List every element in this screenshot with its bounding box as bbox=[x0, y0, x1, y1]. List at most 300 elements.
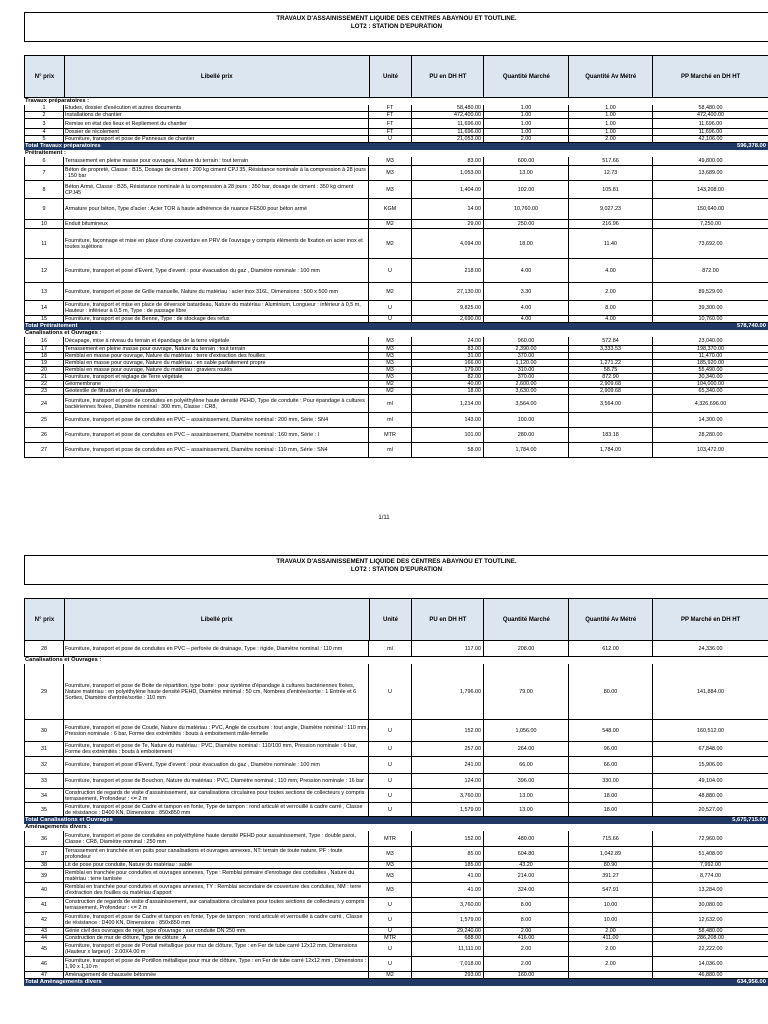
unit-price-cell: 2,690.00 bbox=[412, 316, 484, 323]
price-number-cell: 33 bbox=[24, 774, 64, 789]
section-label: Travaux préparatoires : bbox=[25, 98, 90, 104]
price-description-cell: Fourniture, transport et pose de Cadre et tampon en fonte, Type de tampon : rond articulé et verrouillé à cadre carré , Classe de résistance : D400 KN, Dimensions : 850x850 mm bbox=[64, 803, 369, 817]
pp-marche-cell: 55,490.00 bbox=[653, 367, 768, 374]
pp-marche-cell: 143,208.00 bbox=[653, 181, 768, 199]
unit-cell: M2 bbox=[369, 220, 412, 229]
price-description-cell: Fourniture, transport et pose de Grille manuelle, Nature du matériau : acier inox 316L, Dimensions : 500 x 500 mm bbox=[64, 283, 369, 301]
quantity-marche-cell: 2,390.00 bbox=[484, 346, 569, 353]
quantity-av-metre-cell: 1,784.00 bbox=[569, 443, 653, 458]
price-description-cell: Terrassement en tranchée et en puits pour canalisations et ouvrages annexes, NT: terrain de toute nature, PF : toute profondeur bbox=[64, 847, 369, 862]
quantity-av-metre-cell: 9,027.23 bbox=[569, 199, 653, 220]
header-qte-marche: Quantité Marché bbox=[484, 599, 569, 640]
title-line-1: TRAVAUX D'ASSAINISSEMENT LIQUIDE DES CENTRES ABAYNOU ET TOUTLINE. bbox=[276, 558, 517, 565]
quantity-av-metre-cell: 10.00 bbox=[569, 898, 653, 913]
quantity-av-metre-cell bbox=[569, 972, 653, 979]
pp-marche-cell: 472,400.00 bbox=[653, 112, 768, 119]
quantity-av-metre-cell: 2.00 bbox=[569, 928, 653, 935]
unit-cell: U bbox=[369, 898, 412, 913]
quantity-marche-cell: 1,784.00 bbox=[484, 443, 569, 458]
unit-cell: U bbox=[369, 720, 412, 742]
quantity-marche-cell: 160.00 bbox=[484, 972, 569, 979]
unit-cell: FT bbox=[369, 119, 412, 129]
quantity-marche-cell: 3,630.00 bbox=[484, 388, 569, 395]
quantity-marche-cell: 214.00 bbox=[484, 869, 569, 883]
header-libelle: Libellé prix bbox=[65, 56, 370, 97]
quantity-av-metre-cell: 18.00 bbox=[569, 789, 653, 803]
price-description-cell: Remblai en tranchée pour conduites et ouvrages annexes, TY : Remblai secondaire de couverture des conduites, NM : terre d'extraction des fouilles ou matériau d'apport bbox=[64, 883, 369, 898]
unit-price-cell: 1,404.00 bbox=[412, 181, 484, 199]
title-line-2: LOT2 : STATION D'EPURATION bbox=[350, 566, 443, 573]
price-description-cell: Béton de propreté, Classe : B15, Dosage de ciment : 200 kg ciment CPJ 35, Résistance nominale à la compression à 28 jours : 150 bar bbox=[64, 166, 369, 181]
price-description-cell: Installations de chantier bbox=[64, 112, 369, 119]
price-description-cell: Fourniture, transport et mise en place de déversoir batardeau, Nature du matériau : Aluminium, Longueur : inférieur à 0,5 m, Hauteur : inférieur à 0,5 m, Type : de passage libre bbox=[64, 301, 369, 316]
unit-price-cell: 83.00 bbox=[412, 346, 484, 353]
quantity-av-metre-cell: 330.00 bbox=[569, 774, 653, 789]
quantity-marche-cell: 13.00 bbox=[484, 789, 569, 803]
unit-price-cell: 179.00 bbox=[412, 367, 484, 374]
unit-cell: M3 bbox=[369, 181, 412, 199]
quantity-av-metre-cell: 2.00 bbox=[569, 957, 653, 972]
quantity-av-metre-cell: 2.00 bbox=[569, 136, 653, 143]
pp-marche-cell: 46,880.00 bbox=[653, 972, 768, 979]
unit-cell: U bbox=[369, 301, 412, 316]
price-description-cell: Remblai en masse pour ouvrage, Nature du matériau : terre d'extraction des fouilles bbox=[64, 353, 369, 360]
price-number-cell: 39 bbox=[24, 869, 64, 883]
table-header bbox=[24, 55, 768, 98]
price-description-cell: Géotextile de filtration et de séparation bbox=[64, 388, 369, 395]
quantity-marche-cell: 208.00 bbox=[484, 641, 569, 657]
table-row bbox=[24, 913, 768, 928]
quantity-av-metre-cell: 3,564.00 bbox=[569, 395, 653, 413]
pp-marche-cell: 89,529.00 bbox=[653, 283, 768, 301]
unit-price-cell: 472,400.00 bbox=[412, 112, 484, 119]
unit-cell: U bbox=[369, 316, 412, 323]
quantity-av-metre-cell: 572.84 bbox=[569, 337, 653, 346]
unit-price-cell: 11,696.00 bbox=[412, 129, 484, 136]
pp-marche-cell: 22,222.00 bbox=[653, 942, 768, 957]
pp-marche-cell: 65,340.00 bbox=[653, 388, 768, 395]
unit-cell: M3 bbox=[369, 166, 412, 181]
quantity-marche-cell: 43.20 bbox=[484, 862, 569, 869]
price-number-cell: 29 bbox=[24, 664, 64, 720]
unit-cell: M3 bbox=[369, 869, 412, 883]
unit-price-cell: 101.00 bbox=[412, 428, 484, 443]
unit-price-cell: 29,240.00 bbox=[412, 928, 484, 935]
header-qte-av: Quantité Av Métré bbox=[569, 599, 653, 640]
total-label: Total Travaux préparatoires bbox=[25, 143, 101, 149]
price-number-cell: 5 bbox=[24, 136, 64, 143]
price-description-cell: Fourniture, transport et pose d'Event, Type d'event : pour évacuation du gaz , Diamètre nominale : 100 mm bbox=[64, 259, 369, 283]
unit-cell: M3 bbox=[369, 337, 412, 346]
price-description-cell: Fourniture, transport et pose de conduites en polyéthylène haute densité PEHD, Type de conduite : Pour épandage à cultures bactériennes fixées, Diamètre nominal : 300 mm, Classe : CR8, bbox=[64, 395, 369, 413]
unit-price-cell: 218.00 bbox=[412, 259, 484, 283]
unit-cell: M3 bbox=[369, 367, 412, 374]
unit-cell: M2 bbox=[369, 388, 412, 395]
table-row bbox=[24, 229, 768, 259]
quantity-av-metre-cell bbox=[569, 353, 653, 360]
unit-cell: U bbox=[369, 957, 412, 972]
header-pp: PP Marché en DH HT bbox=[680, 616, 741, 623]
section-heading bbox=[24, 150, 768, 157]
price-description-cell: Etudes, dossier d'exécution et autres documents bbox=[64, 105, 369, 112]
table-header bbox=[24, 598, 768, 641]
unit-price-cell: 257.00 bbox=[412, 742, 484, 757]
quantity-marche-cell: 102.00 bbox=[484, 181, 569, 199]
unit-price-cell: 117.00 bbox=[412, 641, 484, 657]
pp-marche-cell: 150,640.00 bbox=[653, 199, 768, 220]
unit-price-cell: 3,760.00 bbox=[412, 898, 484, 913]
quantity-av-metre-cell: 12.73 bbox=[569, 166, 653, 181]
total-value: 578,740.00 bbox=[736, 323, 766, 329]
quantity-av-metre-cell: 547.91 bbox=[569, 883, 653, 898]
quantity-av-metre-cell: 80.00 bbox=[569, 664, 653, 720]
unit-cell: U bbox=[369, 803, 412, 817]
price-number-cell: 42 bbox=[24, 913, 64, 928]
table-row bbox=[24, 935, 768, 942]
unit-cell: U bbox=[369, 789, 412, 803]
pp-marche-cell: 10,760.00 bbox=[653, 316, 768, 323]
table-row bbox=[24, 199, 768, 220]
price-number-cell: 10 bbox=[24, 220, 64, 229]
price-description-cell: Dossier de récolement bbox=[64, 129, 369, 136]
unit-cell: U bbox=[369, 913, 412, 928]
quantity-av-metre-cell: 18.00 bbox=[569, 803, 653, 817]
unit-cell: M3 bbox=[369, 157, 412, 166]
price-description-cell: Fourniture, transport et pose de Boite de répartition, type boite : pour système d'épandage à cultures bactériennes fixées, Nature matériau : en polyéthylène haute densité PEHD, Diamètre minimal : 50 cm, Nombres d'entrée/sortie : 1 Entrée et 6 Sorties, Diamètre d'entrée/sortie : 110 mm bbox=[64, 664, 369, 720]
quantity-av-metre-cell: 4.00 bbox=[569, 316, 653, 323]
unit-price-cell: 688.00 bbox=[412, 935, 484, 942]
price-number-cell: 36 bbox=[24, 831, 64, 847]
price-description-cell: Décapage, mise à niveau du terrain et épandage de la terre végétale bbox=[64, 337, 369, 346]
unit-cell: U bbox=[369, 928, 412, 935]
pp-marche-cell: 141,884.00 bbox=[653, 664, 768, 720]
price-number-cell: 13 bbox=[24, 283, 64, 301]
total-value: 596,378.00 bbox=[736, 143, 766, 149]
pp-marche-cell: 72,960.00 bbox=[653, 831, 768, 847]
price-description-cell: Béton Armé, Classe : B35, Résistance nominale à la compression à 28 jours : 350 bar, dosage de ciment : 350 kg ciment CPJ45 bbox=[64, 181, 369, 199]
quantity-av-metre-cell: 2.00 bbox=[569, 283, 653, 301]
price-description-cell: Fourniture, transport et réglage de Terre végétale bbox=[64, 374, 369, 381]
total-value: 634,956.00 bbox=[736, 979, 766, 985]
price-number-cell: 46 bbox=[24, 957, 64, 972]
price-number-cell: 19 bbox=[24, 360, 64, 367]
header-unite: Unité bbox=[370, 599, 413, 640]
section-heading bbox=[24, 824, 768, 831]
price-description-cell: Fourniture, transport et pose de Benne, Type : de stockage des refus bbox=[64, 316, 369, 323]
price-number-cell: 15 bbox=[24, 316, 64, 323]
table-row bbox=[24, 847, 768, 862]
unit-cell: M2 bbox=[369, 229, 412, 259]
price-description-cell: Fourniture, transport et pose de Bouchon, Nature du matériau : PVC, Diamètre nominal : 110 mm, Pression nominale : 16 bar bbox=[64, 774, 369, 789]
price-description-cell: Lit de pose pour conduite, Nature du matériau : sable bbox=[64, 862, 369, 869]
price-number-cell: 20 bbox=[24, 367, 64, 374]
pp-marche-cell: 12,632.00 bbox=[653, 913, 768, 928]
price-number-cell: 12 bbox=[24, 259, 64, 283]
price-number-cell: 28 bbox=[24, 641, 64, 657]
pp-marche-cell: 20,527.00 bbox=[653, 803, 768, 817]
price-number-cell: 1 bbox=[24, 105, 64, 112]
unit-price-cell: 14.00 bbox=[412, 199, 484, 220]
pp-marche-cell: 160,512.00 bbox=[653, 720, 768, 742]
unit-price-cell: 82.00 bbox=[412, 374, 484, 381]
quantity-av-metre-cell: 517.66 bbox=[569, 157, 653, 166]
price-number-cell: 30 bbox=[24, 720, 64, 742]
quantity-marche-cell: 2.00 bbox=[484, 136, 569, 143]
price-description-cell: Construction de regards de visite d'assainissement, sur canalisations circulaires pour toutes sections de collecteurs y compris terrassement, Profondeur : <= 2 m bbox=[64, 789, 369, 803]
unit-price-cell: 40.00 bbox=[412, 381, 484, 388]
pp-marche-cell: 8,774.00 bbox=[653, 869, 768, 883]
table-row bbox=[24, 353, 768, 360]
price-description-cell: Fourniture, transport et pose de conduites en PVC – assainissement, Diamètre nominal : 110 mm, Série : SN4 bbox=[64, 443, 369, 458]
price-number-cell: 3 bbox=[24, 119, 64, 129]
quantity-av-metre-cell: 872.90 bbox=[569, 374, 653, 381]
quantity-av-metre-cell: 3,333.53 bbox=[569, 346, 653, 353]
table-row bbox=[24, 742, 768, 757]
price-number-cell: 45 bbox=[24, 942, 64, 957]
price-description-cell: Terrassement en pleine masse pour ouvrage, Nature du terrain : tout terrain bbox=[64, 346, 369, 353]
table-row bbox=[24, 803, 768, 817]
pp-marche-cell: 49,800.00 bbox=[653, 157, 768, 166]
price-description-cell: Génie civil des ouvrages de rejet, type d'ouvrage : sur conduite DN 250 mm bbox=[64, 928, 369, 935]
unit-cell: M3 bbox=[369, 862, 412, 869]
pp-marche-cell: 103,472.00 bbox=[653, 443, 768, 458]
quantity-av-metre-cell: 66.00 bbox=[569, 757, 653, 774]
price-number-cell: 18 bbox=[24, 353, 64, 360]
unit-cell: ml bbox=[369, 413, 412, 428]
unit-price-cell: 85.00 bbox=[412, 847, 484, 862]
title-line-2: LOT2 : STATION D'EPURATION bbox=[350, 23, 443, 30]
pp-marche-cell: 51,408.00 bbox=[653, 847, 768, 862]
table-row bbox=[24, 720, 768, 742]
table-row bbox=[24, 883, 768, 898]
pp-marche-cell: 104,000.00 bbox=[653, 381, 768, 388]
pp-marche-cell: 67,848.00 bbox=[653, 742, 768, 757]
unit-price-cell: 41.00 bbox=[412, 869, 484, 883]
unit-cell: M3 bbox=[369, 883, 412, 898]
section-heading bbox=[24, 98, 768, 105]
header-num: N° prix bbox=[25, 599, 65, 640]
unit-price-cell: 1,053.00 bbox=[412, 166, 484, 181]
pp-marche-cell: 73,692.00 bbox=[653, 229, 768, 259]
quantity-marche-cell: 1.00 bbox=[484, 105, 569, 112]
table-row bbox=[24, 346, 768, 353]
table-row bbox=[24, 869, 768, 883]
quantity-marche-cell: 100.00 bbox=[484, 413, 569, 428]
quantity-av-metre-cell: 2,909.68 bbox=[569, 381, 653, 388]
quantity-marche-cell: 370.00 bbox=[484, 353, 569, 360]
unit-cell: ml bbox=[369, 641, 412, 657]
pp-marche-cell: 49,104.00 bbox=[653, 774, 768, 789]
price-description-cell: Fourniture, transport et pose de Coude, Nature du matériau : PVC, Angle de courbure : tout angle, Diamètre nominal : 110 mm, Pression nominale : 6 bar, Forme des extrémités : bouts à emboitement mâle-femelle bbox=[64, 720, 369, 742]
unit-cell: U bbox=[369, 259, 412, 283]
header-qte-marche: Quantité Marché bbox=[484, 56, 569, 97]
price-description-cell: Terrassement en pleine masse pour ouvrages, Nature du terrain : tout terrain bbox=[64, 157, 369, 166]
price-number-cell: 23 bbox=[24, 388, 64, 395]
price-description-cell: Enduit bitumineux bbox=[64, 220, 369, 229]
quantity-av-metre-cell: 391.27 bbox=[569, 869, 653, 883]
quantity-av-metre-cell: 715.66 bbox=[569, 831, 653, 847]
quantity-marche-cell: 8.00 bbox=[484, 898, 569, 913]
pp-marche-cell: 286,208.00 bbox=[653, 935, 768, 942]
quantity-marche-cell: 18.00 bbox=[484, 229, 569, 259]
price-description-cell: Construction de regards de visite d'assainissement, sur canalisations circulaires pour toutes sections de collecteurs y compris terrassement, Profondeur : <= 2 m bbox=[64, 898, 369, 913]
quantity-marche-cell: 2.00 bbox=[484, 957, 569, 972]
pp-marche-cell: 4,326,696.00 bbox=[653, 395, 768, 413]
page-number: 1/11 bbox=[378, 515, 390, 521]
header-unite: Unité bbox=[370, 56, 413, 97]
unit-cell: FT bbox=[369, 112, 412, 119]
pp-marche-cell: 58,480.00 bbox=[653, 928, 768, 935]
pp-marche-cell: 42,106.00 bbox=[653, 136, 768, 143]
table-row bbox=[24, 942, 768, 957]
quantity-marche-cell: 10,760.00 bbox=[484, 199, 569, 220]
quantity-marche-cell: 310.00 bbox=[484, 367, 569, 374]
unit-cell: M2 bbox=[369, 283, 412, 301]
price-description-cell: Fourniture, transport et pose d'Event, Type d'event : pour évacuation du gaz , Diamètre nominale : 100 mm bbox=[64, 757, 369, 774]
unit-cell: U bbox=[369, 942, 412, 957]
price-number-cell: 44 bbox=[24, 935, 64, 942]
header-pu: PU en DH HT bbox=[412, 599, 484, 640]
unit-cell: KGM bbox=[369, 199, 412, 220]
price-number-cell: 22 bbox=[24, 381, 64, 388]
price-number-cell: 7 bbox=[24, 166, 64, 181]
table-row bbox=[24, 774, 768, 789]
quantity-marche-cell: 1.00 bbox=[484, 112, 569, 119]
quantity-marche-cell: 4.00 bbox=[484, 259, 569, 283]
quantity-av-metre-cell: 612.00 bbox=[569, 641, 653, 657]
quantity-marche-cell: 1.00 bbox=[484, 119, 569, 129]
quantity-marche-cell: 2.00 bbox=[484, 928, 569, 935]
price-description-cell: Géomembrane bbox=[64, 381, 369, 388]
pp-marche-cell: 7,992.00 bbox=[653, 862, 768, 869]
section-heading bbox=[24, 657, 768, 664]
table-row bbox=[24, 898, 768, 913]
table-row bbox=[24, 388, 768, 395]
pp-marche-cell: 13,689.00 bbox=[653, 166, 768, 181]
price-description-cell: Fourniture, transport et pose de conduites en PVC – assainissement, Diamètre nominal : 160 mm, Série : I bbox=[64, 428, 369, 443]
unit-cell: MTR bbox=[369, 935, 412, 942]
table-row bbox=[24, 316, 768, 323]
quantity-av-metre-cell: 1,042.89 bbox=[569, 847, 653, 862]
unit-cell: M2 bbox=[369, 972, 412, 979]
header-pu: PU en DH HT bbox=[412, 56, 484, 97]
table-row bbox=[24, 831, 768, 847]
quantity-av-metre-cell: 10.00 bbox=[569, 913, 653, 928]
pp-marche-cell: 13,284.00 bbox=[653, 883, 768, 898]
unit-price-cell: 3,760.00 bbox=[412, 789, 484, 803]
pp-marche-cell: 11,470.00 bbox=[653, 353, 768, 360]
table-row bbox=[24, 789, 768, 803]
unit-price-cell: 1,214.00 bbox=[412, 395, 484, 413]
quantity-marche-cell: 1.00 bbox=[484, 129, 569, 136]
price-number-cell: 8 bbox=[24, 181, 64, 199]
pp-marche-cell: 39,300.00 bbox=[653, 301, 768, 316]
unit-price-cell: 9,825.00 bbox=[412, 301, 484, 316]
unit-cell: ml bbox=[369, 443, 412, 458]
unit-cell: MTR bbox=[369, 428, 412, 443]
unit-cell: U bbox=[369, 742, 412, 757]
document-title bbox=[24, 12, 768, 42]
unit-price-cell: 7,018.00 bbox=[412, 957, 484, 972]
price-number-cell: 40 bbox=[24, 883, 64, 898]
unit-price-cell: 143.00 bbox=[412, 413, 484, 428]
quantity-marche-cell: 3.30 bbox=[484, 283, 569, 301]
quantity-av-metre-cell: 11.40 bbox=[569, 229, 653, 259]
quantity-marche-cell: 324.00 bbox=[484, 883, 569, 898]
quantity-marche-cell: 370.00 bbox=[484, 374, 569, 381]
section-total-row bbox=[24, 817, 768, 824]
price-number-cell: 43 bbox=[24, 928, 64, 935]
table-row bbox=[24, 119, 768, 129]
unit-cell: U bbox=[369, 664, 412, 720]
table-row bbox=[24, 181, 768, 199]
unit-cell: U bbox=[369, 136, 412, 143]
price-description-cell: Construction de mur de clôture, Type de clôture : A bbox=[64, 935, 369, 942]
unit-price-cell: 29.00 bbox=[412, 220, 484, 229]
section-label: Canalisations et Ouvrages : bbox=[25, 330, 102, 336]
quantity-marche-cell: 604.80 bbox=[484, 847, 569, 862]
unit-price-cell: 58.00 bbox=[412, 443, 484, 458]
price-number-cell: 25 bbox=[24, 413, 64, 428]
price-number-cell: 34 bbox=[24, 789, 64, 803]
table-row bbox=[24, 641, 768, 657]
quantity-av-metre-cell: 8.00 bbox=[569, 301, 653, 316]
pp-marche-cell: 7,250.00 bbox=[653, 220, 768, 229]
table-row bbox=[24, 395, 768, 413]
price-number-cell: 16 bbox=[24, 337, 64, 346]
price-description-cell: Fourniture, transport et pose de Te, Nature du matériau : PVC, Diamètre nominal : 110/100 mm, Pression nominale : 6 bar, Forme des extrémités : bouts à emboitement bbox=[64, 742, 369, 757]
unit-price-cell: 166.00 bbox=[412, 360, 484, 367]
pp-marche-cell: 11,696.00 bbox=[653, 129, 768, 136]
price-number-cell: 32 bbox=[24, 757, 64, 774]
quantity-marche-cell: 4.00 bbox=[484, 301, 569, 316]
pp-marche-cell: 185,920.00 bbox=[653, 360, 768, 367]
table-row bbox=[24, 757, 768, 774]
table-row bbox=[24, 381, 768, 388]
pp-marche-cell: 28,280.00 bbox=[653, 428, 768, 443]
table-row bbox=[24, 136, 768, 143]
unit-price-cell: 58,480.00 bbox=[412, 105, 484, 112]
price-description-cell: Fourniture, transport et pose de Panneaux de chantier bbox=[64, 136, 369, 143]
price-number-cell: 35 bbox=[24, 803, 64, 817]
pp-marche-cell: 23,040.00 bbox=[653, 337, 768, 346]
total-label: Total Prétraitement bbox=[25, 323, 78, 329]
unit-price-cell: 124.00 bbox=[412, 774, 484, 789]
unit-price-cell: 11,696.00 bbox=[412, 119, 484, 129]
pp-marche-cell: 14,036.00 bbox=[653, 957, 768, 972]
table-row bbox=[24, 337, 768, 346]
price-number-cell: 38 bbox=[24, 862, 64, 869]
pp-marche-cell: 11,696.00 bbox=[653, 119, 768, 129]
unit-cell: MTR bbox=[369, 831, 412, 847]
price-number-cell: 14 bbox=[24, 301, 64, 316]
price-number-cell: 31 bbox=[24, 742, 64, 757]
table-row bbox=[24, 157, 768, 166]
price-description-cell: Fourniture, façonnage et mise en place d'une couverture en PRV de l'ouvrage y compris éléments de fixation en acier inox et toutes sujétions bbox=[64, 229, 369, 259]
table-row bbox=[24, 129, 768, 136]
table-row bbox=[24, 413, 768, 428]
quantity-marche-cell: 416.00 bbox=[484, 935, 569, 942]
quantity-av-metre-cell: 1,271.22 bbox=[569, 360, 653, 367]
unit-cell: U bbox=[369, 757, 412, 774]
unit-price-cell: 41.00 bbox=[412, 883, 484, 898]
quantity-av-metre-cell: 1.00 bbox=[569, 129, 653, 136]
unit-cell: M3 bbox=[369, 847, 412, 862]
quantity-marche-cell: 1,120.00 bbox=[484, 360, 569, 367]
quantity-av-metre-cell: 96.00 bbox=[569, 742, 653, 757]
unit-cell: M3 bbox=[369, 346, 412, 353]
total-label: Total Aménagements divers bbox=[25, 979, 102, 985]
